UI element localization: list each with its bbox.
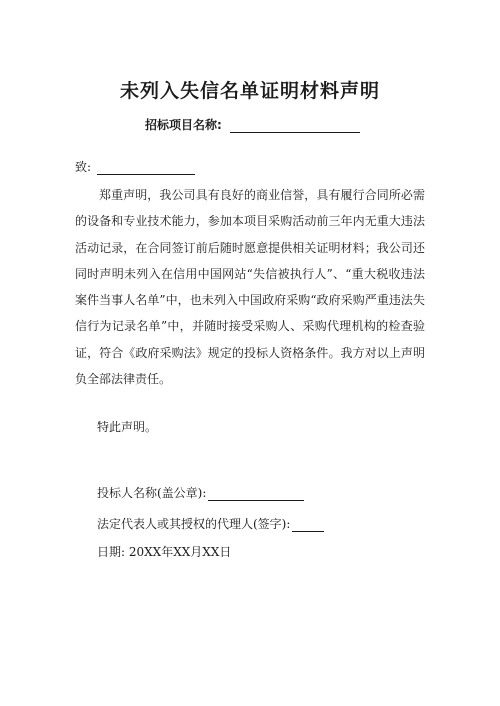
project-name-line (145, 116, 360, 133)
closing-statement: 特此声明。 (97, 420, 158, 434)
bidder-name-line (97, 484, 304, 501)
bidder-name-field (208, 487, 304, 501)
addressee-label: 致: (75, 160, 92, 174)
addressee-line (75, 158, 195, 175)
date-line: 日期: 20XX年XX月XX日 (97, 545, 232, 559)
bidder-name-label: 投标人名称(盖公章): (97, 486, 207, 500)
project-name-label: 招标项目名称: (145, 118, 222, 132)
legal-representative-field (292, 518, 324, 532)
addressee-field (97, 161, 195, 175)
document-title: 未列入失信名单证明材料声明 (119, 80, 380, 102)
project-name-field (230, 119, 360, 133)
legal-representative-line (97, 515, 324, 532)
declaration-body: 郑重声明，我公司具有良好的商业信誉，具有履行合同所必需的设备和专业技术能力，参加本项目采购活动前三年内无重大违法活动记录，在合同签订前后随时愿意提供相关证明材料；我公司还同时声明未列入在信用中国网站“失信被执行人”、“重大税收违法案件当事人名单”中，也未列入中国政府采购“政府采购严重违法失信行为记录名单”中，并随时接受采购人、采购代理机构的检查验证，符合《政府采购法》规定的投标人资格条件。我方对以上声明负全部法律责任。 (75, 188, 425, 387)
legal-representative-label: 法定代表人或其授权的代理人(签字): (97, 517, 291, 531)
